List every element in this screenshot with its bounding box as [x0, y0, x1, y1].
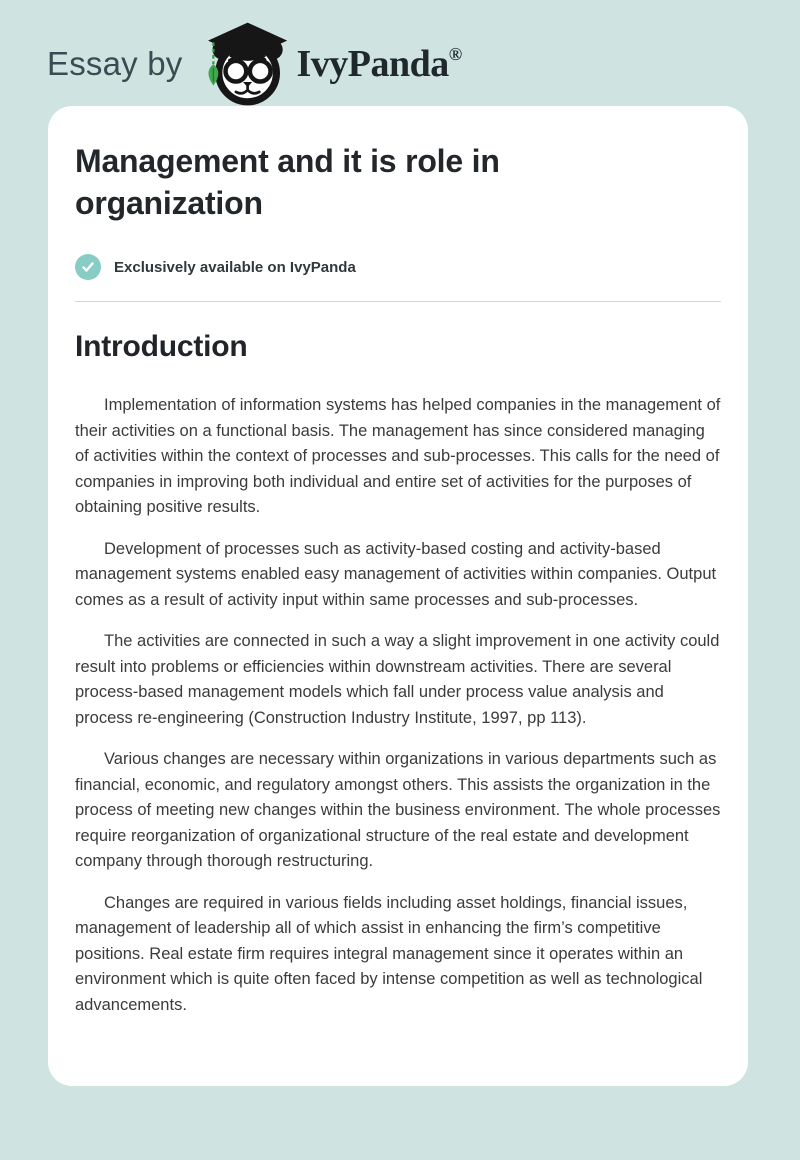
- page-title: Management and it is role in organization: [75, 143, 500, 221]
- exclusive-badge: [75, 254, 721, 280]
- paragraph: The activities are connected in such a way a slight improvement in one activity could result into problems or efficiencies within downstream activities. There are several process-based management models which fall under process value analysis and process re-engineering (Construction Industry Institute, 1997, pp 113).: [75, 632, 720, 727]
- site-header: [0, 0, 800, 106]
- section-heading-introduction: Introduction: [75, 330, 248, 363]
- check-badge: [75, 254, 101, 280]
- paragraph: Changes are required in various fields including asset holdings, financial issues, management of leadership all of which assist in enhancing the firm’s competitive positions. Real estate firm requires integral management since it operates within an environment which is quite often faced by intense competition as well as technological advancements.: [75, 893, 703, 1014]
- check-icon: [81, 260, 95, 274]
- essay-card: [48, 106, 748, 1086]
- paragraph: Various changes are necessary within organizations in various departments such as financial, economic, and regulatory amongst others. This assists the organization in the process of meeting new changes within the business environment. The whole processes require reorganization of organizational structure of the real estate and development company through thorough restructuring.: [75, 750, 721, 870]
- paragraph: Development of processes such as activity-based costing and activity-based management systems enabled easy management of activities within companies. Output comes as a result of activity input within same processes and sub-processes.: [75, 539, 717, 609]
- logo-wordmark: IvyPanda®: [296, 43, 462, 85]
- registered-trademark: ®: [448, 44, 462, 64]
- essay-body: [75, 393, 721, 1018]
- divider: [75, 301, 721, 302]
- paragraph: Implementation of information systems has helped companies in the management of their activities on a functional basis. The management has since considered managing of activities within the context of processes and sub-processes. This calls for the need of companies in improving both individual and entire set of activities for the purposes of obtaining positive results.: [75, 396, 721, 516]
- exclusive-badge-label: Exclusively available on IvyPanda: [114, 258, 356, 276]
- essay-by-label: Essay by: [47, 45, 183, 82]
- panda-graduate-icon: [199, 19, 289, 109]
- ivypanda-logo: [199, 19, 462, 109]
